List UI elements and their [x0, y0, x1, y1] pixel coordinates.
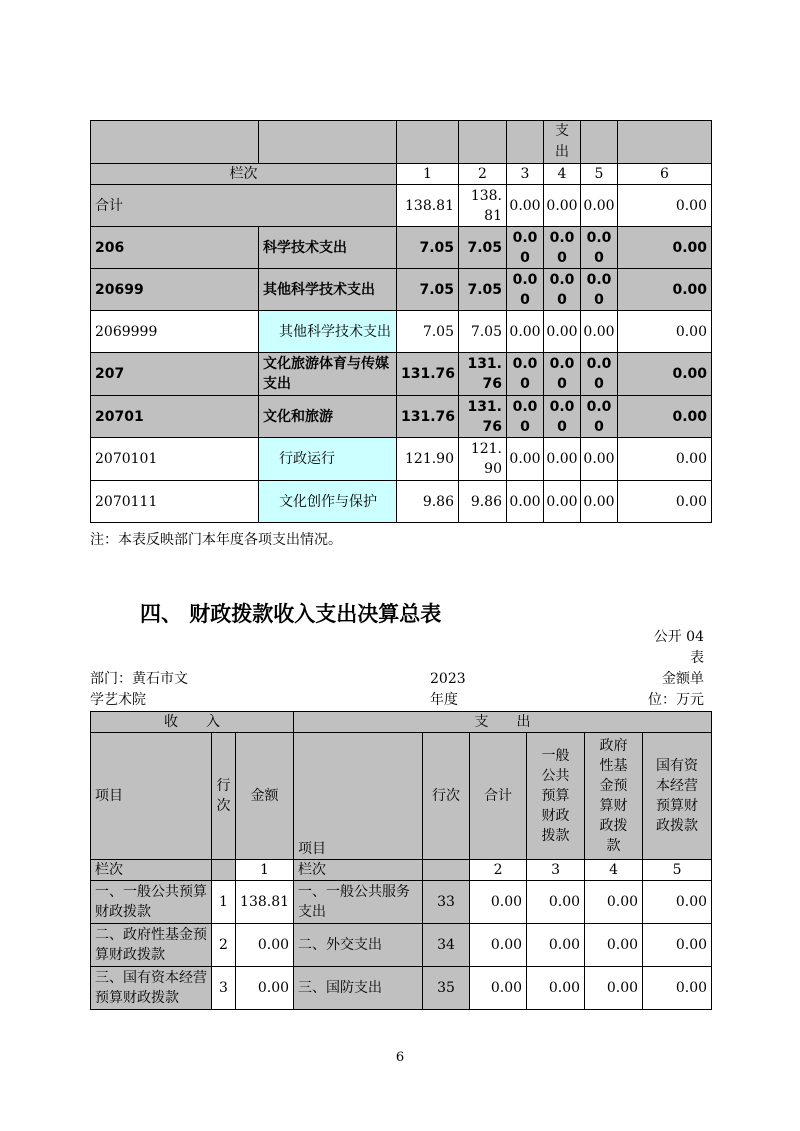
- header-row: [91, 121, 712, 164]
- department: [90, 669, 188, 711]
- table-row: [91, 269, 712, 311]
- cell: 0.00: [581, 227, 618, 269]
- cell: 0.00: [581, 353, 618, 396]
- col-item: 项目: [91, 733, 212, 860]
- cell: 121.90: [459, 438, 507, 481]
- col-num-5: 5: [581, 164, 618, 185]
- col-amount: 金额: [236, 733, 294, 860]
- cell: 138.81: [459, 185, 507, 227]
- row-code: 207: [91, 353, 259, 396]
- cell: 0.00: [643, 924, 712, 967]
- income-row: 3: [212, 967, 236, 1010]
- col-label-left: 栏次: [91, 860, 212, 881]
- cell: 0.00: [470, 924, 527, 967]
- cell: 0.00: [544, 481, 581, 523]
- cell: 0.00: [581, 396, 618, 438]
- table-row: [91, 396, 712, 438]
- expense-row: 33: [423, 881, 470, 924]
- row-code: 2070111: [91, 481, 259, 523]
- expense-item: 二、外交支出: [294, 924, 423, 967]
- cell: 0.00: [581, 185, 618, 227]
- department-line-1: 部门：黄石市文: [90, 671, 188, 687]
- year-line-1: 2023: [430, 671, 466, 687]
- col-fund: 政府性基金预算财政拨款: [585, 733, 643, 860]
- form-id-line-1: 公开 04: [653, 629, 704, 645]
- income-item: 一、一般公共预算财政拨款: [91, 881, 212, 924]
- fiscal-summary-table: [90, 711, 712, 1010]
- cell: 0.00: [527, 924, 585, 967]
- table-row: [91, 227, 712, 269]
- form-id-line-2: 表: [690, 650, 704, 666]
- column-header-row: [91, 733, 712, 860]
- table-row: [91, 881, 712, 924]
- table-row: [91, 924, 712, 967]
- cell: 0.00: [581, 311, 618, 353]
- row-code: 20699: [91, 269, 259, 311]
- cell: 0.00: [507, 481, 544, 523]
- page-number: 6: [395, 1050, 405, 1065]
- cell: 0.00: [544, 353, 581, 396]
- cell: 0.00: [507, 227, 544, 269]
- cell: 131.76: [397, 396, 459, 438]
- col-num-3: 3: [507, 164, 544, 185]
- cell: 0.00: [581, 269, 618, 311]
- cell: 0.00: [643, 967, 712, 1010]
- cell: 0.00: [507, 396, 544, 438]
- col-row: 行次: [212, 733, 236, 860]
- cell: 0.00: [544, 311, 581, 353]
- col-num-1: 1: [236, 860, 294, 881]
- col-label-right: 栏次: [294, 860, 423, 881]
- col-state: 国有资本经营预算财政拨款: [643, 733, 712, 860]
- cell: 0.00: [527, 881, 585, 924]
- col-num-2: 2: [459, 164, 507, 185]
- cell: 0.00: [507, 438, 544, 481]
- year-line-2: 年度: [430, 692, 458, 708]
- table-row: [91, 967, 712, 1010]
- cell: 7.05: [397, 227, 459, 269]
- cell: 0.00: [507, 185, 544, 227]
- table-row: [91, 185, 712, 227]
- table-row: [91, 481, 712, 523]
- row-name: 科学技术支出: [259, 227, 397, 269]
- cell: 0.00: [507, 353, 544, 396]
- cell: 7.05: [459, 311, 507, 353]
- col-general: 一般公共预算财政拨款: [527, 733, 585, 860]
- cell: 0.00: [581, 481, 618, 523]
- cell: 0.00: [618, 438, 712, 481]
- income-row: 1: [212, 881, 236, 924]
- column-number-row: [91, 860, 712, 881]
- income-header: 收 入: [91, 712, 294, 733]
- expense-row: 34: [423, 924, 470, 967]
- group-header-row: [91, 712, 712, 733]
- table-row: [91, 438, 712, 481]
- row-code: 206: [91, 227, 259, 269]
- row-code: 合计: [91, 185, 397, 227]
- cell: 0.00: [618, 396, 712, 438]
- cell: 0.00: [618, 353, 712, 396]
- expense-item: 三、国防支出: [294, 967, 423, 1010]
- col-num-1: 1: [397, 164, 459, 185]
- department-line-2: 学艺术院: [90, 692, 146, 708]
- cell: 0.00: [618, 311, 712, 353]
- income-row: 2: [212, 924, 236, 967]
- income-amount: 0.00: [236, 924, 294, 967]
- income-amount: 0.00: [236, 967, 294, 1010]
- column-number-row: [91, 164, 712, 185]
- table-row: [91, 311, 712, 353]
- table-note: 注：本表反映部门本年度各项支出情况。: [90, 532, 342, 548]
- cell: 0.00: [585, 924, 643, 967]
- expense-item: 一、一般公共服务支出: [294, 881, 423, 924]
- row-name: 文化和旅游: [259, 396, 397, 438]
- cell: 0.00: [643, 881, 712, 924]
- cell: 7.05: [397, 311, 459, 353]
- row-name: 其他科学技术支出: [259, 269, 397, 311]
- unit-line-2: 位：万元: [648, 692, 704, 708]
- cell: 9.86: [397, 481, 459, 523]
- row-name: 文化旅游体育与传媒支出: [259, 353, 397, 396]
- cell: 0.00: [618, 269, 712, 311]
- cell: 0.00: [544, 269, 581, 311]
- year: [430, 669, 466, 711]
- cell: 121.90: [397, 438, 459, 481]
- cell: 0.00: [527, 967, 585, 1010]
- cell: 0.00: [544, 227, 581, 269]
- col-label: 栏次: [91, 164, 397, 185]
- cell: 0.00: [507, 269, 544, 311]
- table-row: [91, 353, 712, 396]
- expense-header: 支 出: [294, 712, 712, 733]
- cell: 0.00: [470, 967, 527, 1010]
- col-total: 合计: [470, 733, 527, 860]
- col-num-2: 2: [470, 860, 527, 881]
- section-title: 四、 财政拨款收入支出决算总表: [140, 602, 442, 626]
- cell: 7.05: [459, 227, 507, 269]
- cell: 0.00: [544, 396, 581, 438]
- cell: 0.00: [544, 185, 581, 227]
- cell: 138.81: [397, 185, 459, 227]
- cell: 0.00: [581, 438, 618, 481]
- income-item: 二、政府性基金预算财政拨款: [91, 924, 212, 967]
- cell: 131.76: [397, 353, 459, 396]
- income-item: 三、国有资本经营预算财政拨款: [91, 967, 212, 1010]
- header-fragment: 支出: [555, 123, 569, 160]
- form-id: [654, 627, 704, 669]
- row-name: 行政运行: [259, 438, 397, 481]
- cell: 0.00: [585, 881, 643, 924]
- col-num-4: 4: [544, 164, 581, 185]
- col-row-2: 行次: [423, 733, 470, 860]
- income-amount: 138.81: [236, 881, 294, 924]
- cell: 0.00: [470, 881, 527, 924]
- col-item-2: 项目: [294, 733, 423, 860]
- row-name: 文化创作与保护: [259, 481, 397, 523]
- cell: 9.86: [459, 481, 507, 523]
- cell: 0.00: [618, 481, 712, 523]
- row-name: 其他科学技术支出: [259, 311, 397, 353]
- cell: 7.05: [397, 269, 459, 311]
- cell: 131.76: [459, 396, 507, 438]
- unit: [648, 669, 704, 711]
- cell: 0.00: [618, 185, 712, 227]
- cell: 0.00: [544, 438, 581, 481]
- row-code: 2069999: [91, 311, 259, 353]
- col-num-6: 6: [618, 164, 712, 185]
- cell: 0.00: [507, 311, 544, 353]
- expenditure-table: [90, 120, 712, 523]
- row-code: 20701: [91, 396, 259, 438]
- cell: 7.05: [459, 269, 507, 311]
- cell: 131.76: [459, 353, 507, 396]
- col-num-5: 5: [643, 860, 712, 881]
- unit-line-1: 金额单: [662, 671, 704, 687]
- col-num-4: 4: [585, 860, 643, 881]
- cell: 0.00: [585, 967, 643, 1010]
- row-code: 2070101: [91, 438, 259, 481]
- expense-row: 35: [423, 967, 470, 1010]
- cell: 0.00: [618, 227, 712, 269]
- col-num-3: 3: [527, 860, 585, 881]
